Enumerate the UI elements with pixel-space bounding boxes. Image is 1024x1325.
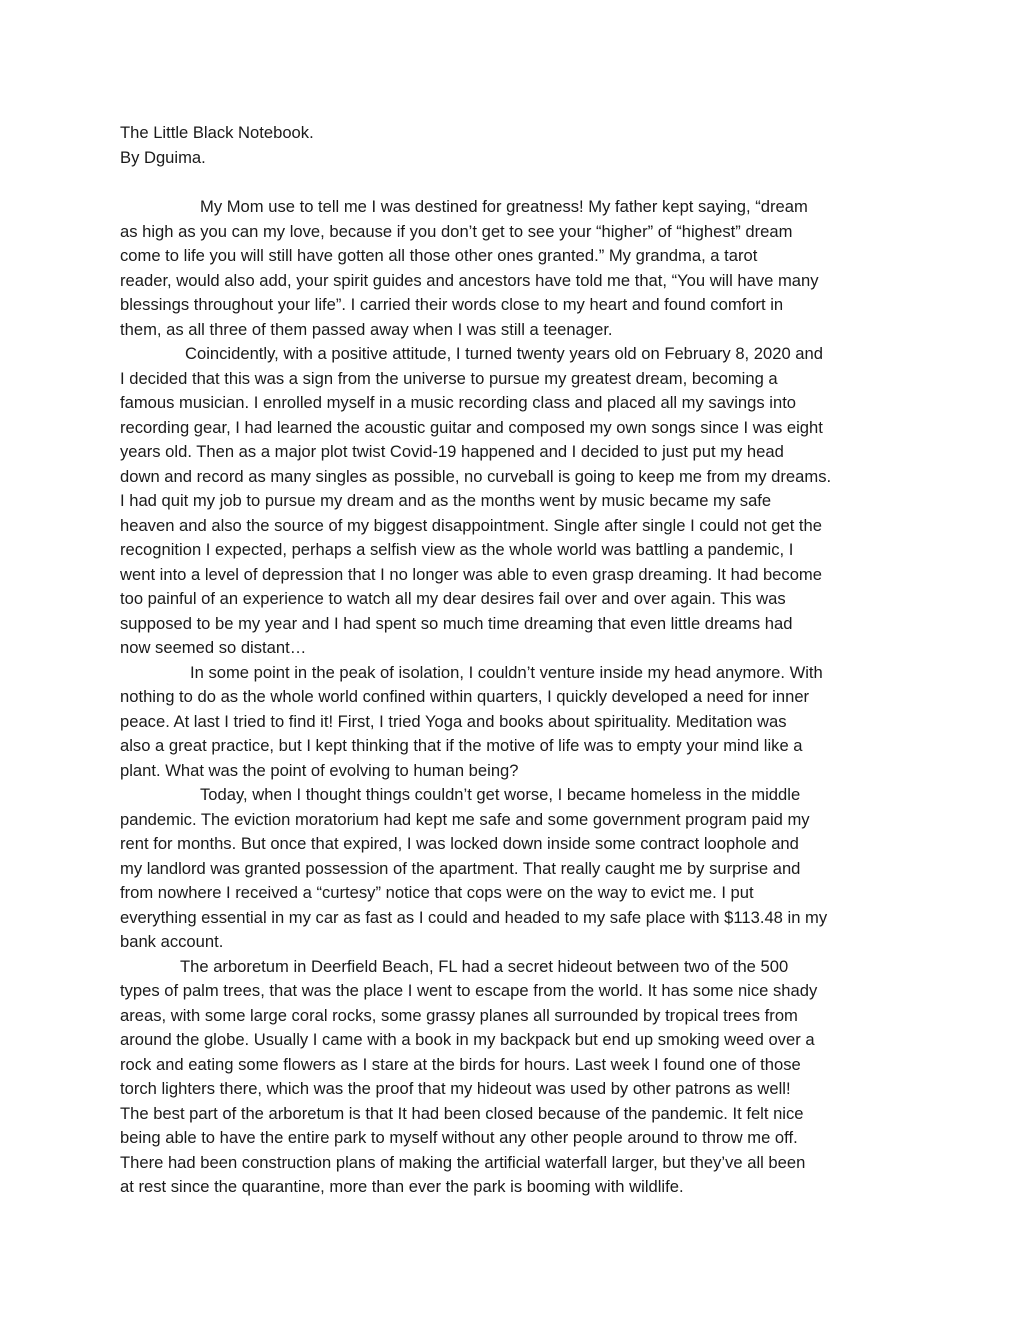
- text-line: supposed to be my year and I had spent so much time dreaming that even little dreams had: [120, 613, 793, 633]
- text-line: too painful of an experience to watch all my dear desires fail over and over again. This was: [120, 589, 786, 608]
- text-line: come to life you will still have gotten all those other ones granted.” My grandma, a tarot: [120, 246, 758, 265]
- text-line: being able to have the entire park to myself without any other people around to throw me off.: [120, 1128, 798, 1147]
- text-line: I had quit my job to pursue my dream and as the months went by music became my safe: [120, 491, 772, 510]
- text-line: bank account.: [120, 932, 224, 951]
- text-line: There had been construction plans of making the artificial waterfall larger, but they’ve all been: [120, 1152, 806, 1172]
- paragraph: [120, 195, 920, 342]
- text-line: from nowhere I received a “curtesy” notice that cops were on the way to evict me. I put: [120, 883, 754, 902]
- text-line: Coincidently, with a positive attitude, I turned twenty years old on February 8, 2020 and: [185, 344, 823, 363]
- document-title: The Little Black Notebook.: [120, 123, 314, 142]
- text-line: heaven and also the source of my biggest disappointment. Single after single I could not get the: [120, 515, 822, 535]
- text-line: types of palm trees, that was the place I went to escape from the world. It has some nice shady: [120, 981, 818, 1000]
- text-line: my landlord was granted possession of the apartment. That really caught me by surprise and: [120, 858, 801, 878]
- text-line: blessings throughout your life”. I carried their words close to my heart and found comfort in: [120, 295, 784, 314]
- text-line: areas, with some large coral rocks, some grassy planes all surrounded by tropical trees from: [120, 1005, 798, 1025]
- text-line: The arboretum in Deerfield Beach, FL had a secret hideout between two of the 500: [180, 956, 789, 976]
- paragraph: [120, 955, 920, 1200]
- text-line: The best part of the arboretum is that It had been closed because of the pandemic. It felt nice: [120, 1103, 804, 1123]
- paragraph: [120, 783, 920, 955]
- text-line: recognition I expected, perhaps a selfish view as the whole world was battling a pandemic, I: [120, 540, 794, 559]
- text-line: rock and eating some flowers as I stare at the birds for hours. Last week I found one of those: [120, 1054, 801, 1074]
- text-line: down and record as many singles as possible, no curveball is going to keep me from my dreams.: [120, 466, 832, 486]
- text-line: years old. Then as a major plot twist Covid-19 happened and I decided to just put my head: [120, 442, 784, 461]
- text-line: torch lighters there, which was the proof that my hideout was used by other patrons as well!: [120, 1079, 791, 1098]
- text-line: nothing to do as the whole world confined within quarters, I quickly developed a need for inner: [120, 687, 810, 706]
- paragraph: [120, 661, 920, 784]
- text-line: In some point in the peak of isolation, I couldn’t venture inside my head anymore. With: [190, 662, 823, 682]
- text-line: I decided that this was a sign from the universe to pursue my greatest dream, becoming a: [120, 368, 778, 388]
- text-line: famous musician. I enrolled myself in a music recording class and placed all my savings into: [120, 393, 797, 412]
- text-line: at rest since the quarantine, more than ever the park is booming with wildlife.: [120, 1177, 684, 1196]
- text-line: My Mom use to tell me I was destined for greatness! My father kept saying, “dream: [200, 197, 808, 216]
- document-byline: By Dguima.: [120, 147, 206, 167]
- paragraph: [120, 342, 920, 661]
- text-line: as high as you can my love, because if you don’t get to see your “higher” of “highest” dream: [120, 221, 793, 241]
- text-line: went into a level of depression that I no longer was able to even grasp dreaming. It had become: [120, 564, 822, 584]
- text-line: plant. What was the point of evolving to human being?: [120, 760, 519, 780]
- text-line: recording gear, I had learned the acoustic guitar and composed my own songs since I was eight: [120, 417, 823, 437]
- text-line: peace. At last I tried to find it! First, I tried Yoga and books about spirituality. Meditation was: [120, 711, 787, 731]
- text-line: everything essential in my car as fast as I could and headed to my safe place with $113.48 in my: [120, 907, 828, 927]
- text-line: Today, when I thought things couldn’t get worse, I became homeless in the middle: [200, 785, 801, 804]
- document-body: [120, 195, 920, 1200]
- text-line: reader, would also add, your spirit guides and ancestors have told me that, “You will have many: [120, 270, 819, 290]
- text-line: also a great practice, but I kept thinking that if the motive of life was to empty your mind like a: [120, 736, 803, 755]
- text-line: them, as all three of them passed away when I was still a teenager.: [120, 319, 613, 339]
- text-line: rent for months. But once that expired, I was locked down inside some contract loophole and: [120, 834, 799, 853]
- document-header: [120, 121, 314, 170]
- text-line: around the globe. Usually I came with a book in my backpack but end up smoking weed over a: [120, 1030, 815, 1049]
- text-line: now seemed so distant…: [120, 638, 307, 657]
- text-line: pandemic. The eviction moratorium had kept me safe and some government program paid my: [120, 809, 810, 829]
